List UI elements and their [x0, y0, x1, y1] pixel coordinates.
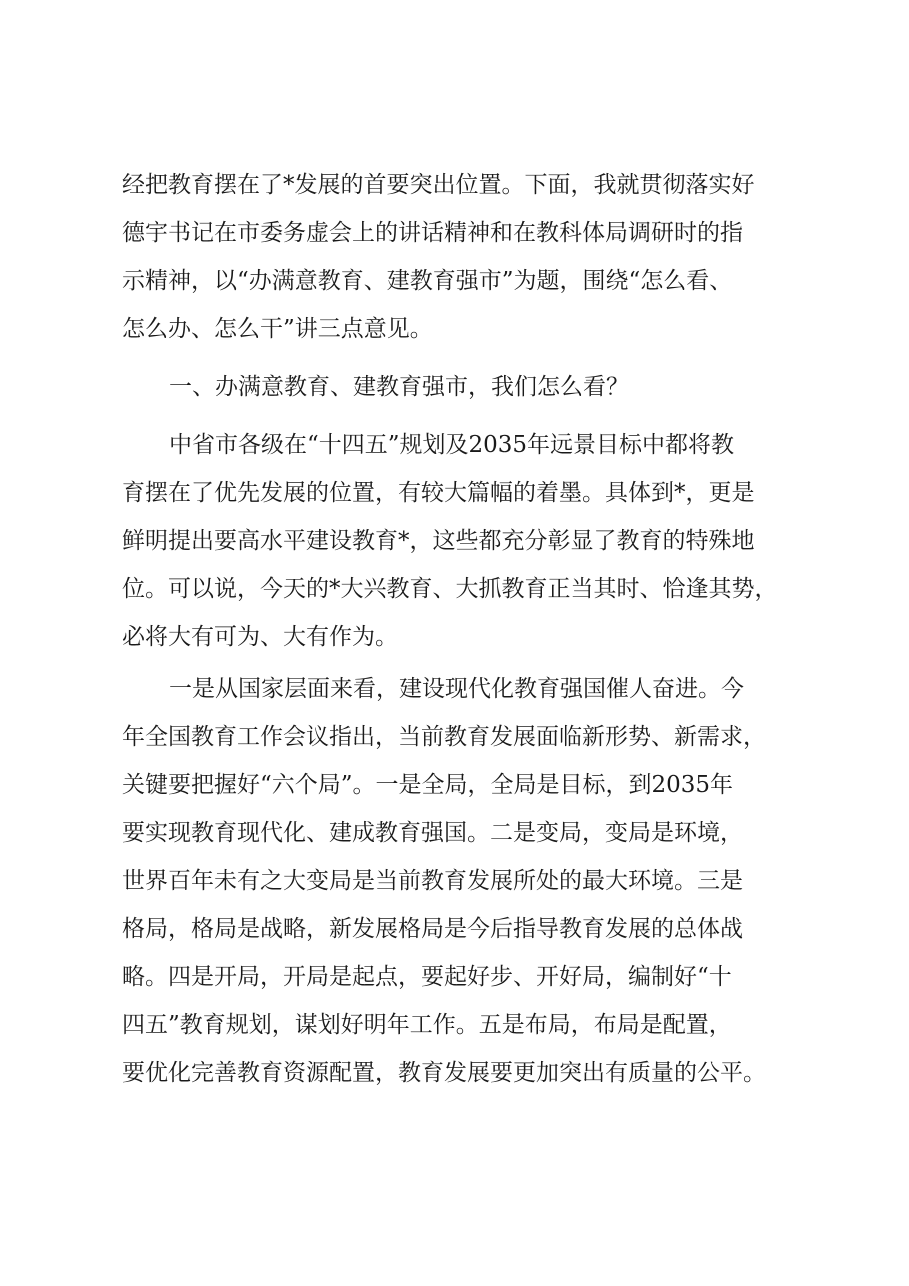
text-line — [0, 760, 909, 810]
heading-text: 一、办满意教育、建教育强市，我们怎么看？ — [169, 374, 629, 400]
line-text: 年全国教育工作会议指出，当前教育发展面临新形势、新需求， — [122, 724, 766, 750]
text-line — [0, 1000, 909, 1050]
text-line — [0, 612, 909, 662]
text-line — [0, 856, 909, 906]
text-line — [0, 468, 909, 518]
line-text: 中省市各级在“十四五”规划及2035年远景目标中都将教 — [169, 432, 735, 458]
text-line — [0, 564, 909, 614]
text-line — [0, 516, 909, 566]
line-text: 鲜明提出要高水平建设教育*，这些都充分彰显了教育的特殊地 — [122, 528, 755, 554]
text-line — [0, 712, 909, 762]
line-text: 格局，格局是战略，新发展格局是今后指导教育发展的总体战 — [122, 916, 743, 942]
section-heading — [0, 362, 909, 412]
text-line — [0, 420, 909, 470]
line-text: 一是从国家层面来看，建设现代化教育强国催人奋进。今 — [169, 676, 744, 702]
line-text: 德宇书记在市委务虚会上的讲话精神和在教科体局调研时的指 — [122, 220, 743, 246]
text-line — [0, 208, 909, 258]
line-text: 育摆在了优先发展的位置，有较大篇幅的着墨。具体到*，更是 — [122, 480, 755, 506]
line-text: 经把教育摆在了*发展的首要突出位置。下面，我就贯彻落实好 — [122, 172, 755, 198]
line-text: 位。可以说，今天的*大兴教育、大抓教育正当其时、恰逢其势， — [122, 576, 778, 602]
text-line — [0, 160, 909, 210]
text-line — [0, 1048, 909, 1098]
line-text: 四五”教育规划，谋划好明年工作。五是布局，布局是配置， — [122, 1012, 732, 1038]
text-line — [0, 664, 909, 714]
text-line — [0, 256, 909, 306]
line-text: 关键要把握好“六个局”。一是全局，全局是目标，到2035年 — [122, 772, 734, 798]
text-line — [0, 904, 909, 954]
line-text: 必将大有可为、大有作为。 — [122, 624, 398, 650]
line-text: 要实现教育现代化、建成教育强国。二是变局，变局是环境， — [122, 820, 743, 846]
line-text: 要优化完善教育资源配置，教育发展要更加突出有质量的公平。 — [122, 1060, 766, 1086]
line-text: 世界百年未有之大变局是当前教育发展所处的最大环境。三是 — [122, 868, 743, 894]
text-line — [0, 952, 909, 1002]
text-line — [0, 304, 909, 354]
text-line — [0, 808, 909, 858]
line-text: 示精神，以“办满意教育、建教育强市”为题，围绕“怎么看、 — [122, 268, 733, 294]
line-text: 怎么办、怎么干”讲三点意见。 — [122, 316, 433, 342]
line-text: 略。四是开局，开局是起点，要起好步、开好局，编制好“十 — [122, 964, 732, 990]
